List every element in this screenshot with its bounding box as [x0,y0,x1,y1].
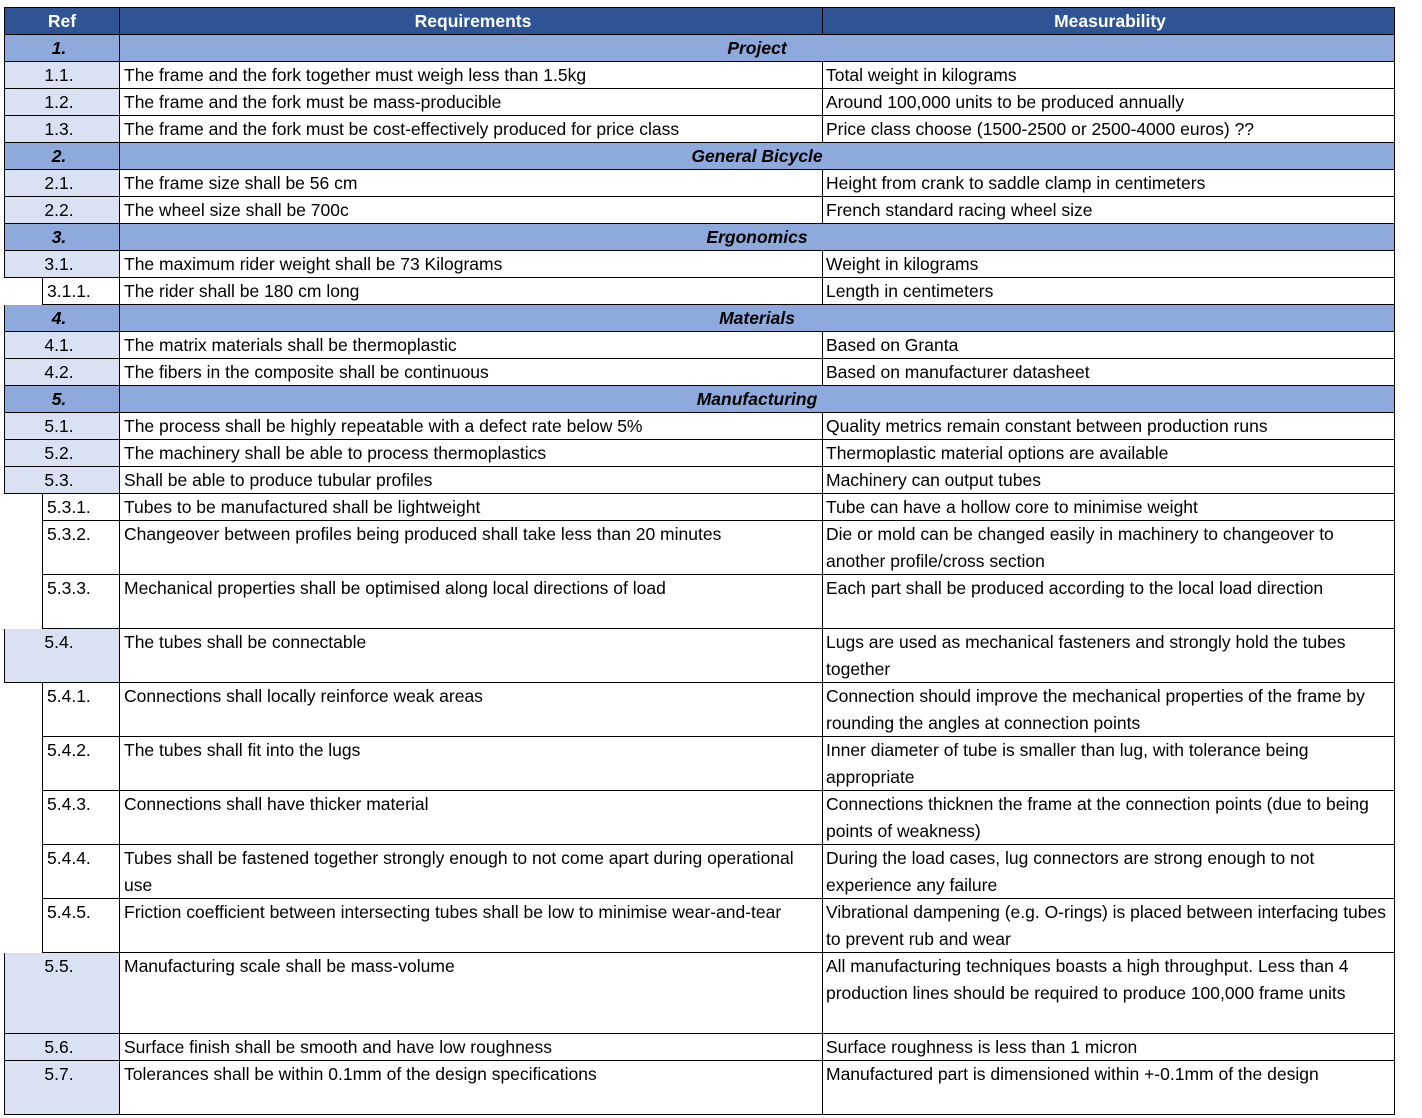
requirement-cell[interactable]: The wheel size shall be 700c [119,197,823,224]
ref-cell[interactable]: 5.7. [4,1061,119,1115]
section-row [0,386,1422,413]
requirement-cell[interactable]: The frame size shall be 56 cm [119,170,823,197]
section-ref[interactable]: 1. [4,35,119,62]
ref-cell[interactable]: 1.1. [4,62,119,89]
ref-cell[interactable]: 5.3.1. [42,494,119,521]
measurability-cell[interactable]: Vibrational dampening (e.g. O-rings) is placed between interfacing tubes to prevent rub and wear [823,899,1395,953]
ref-cell[interactable]: 2.2. [4,197,119,224]
requirement-cell[interactable]: The frame and the fork together must weigh less than 1.5kg [119,62,823,89]
header-ref[interactable]: Ref [4,7,119,35]
ref-cell[interactable]: 5.4.5. [42,899,119,953]
requirement-cell[interactable]: The tubes shall be connectable [119,629,823,683]
section-ref[interactable]: 4. [4,305,119,332]
table-row [0,1034,1422,1061]
requirement-cell[interactable]: The tubes shall fit into the lugs [119,737,823,791]
ref-cell[interactable]: 5.3.3. [42,575,119,629]
requirement-cell[interactable]: The matrix materials shall be thermoplastic [119,332,823,359]
section-row [0,305,1422,332]
table-row [0,251,1422,278]
requirement-cell[interactable]: Friction coefficient between intersecting tubes shall be low to minimise wear-and-tear [119,899,823,953]
section-title[interactable]: General Bicycle [119,143,1395,170]
section-title[interactable]: Manufacturing [119,386,1395,413]
table-row [0,737,1422,791]
requirement-cell[interactable]: Connections shall have thicker material [119,791,823,845]
table-row [0,1061,1422,1115]
requirement-cell[interactable]: The frame and the fork must be cost-effectively produced for price class [119,116,823,143]
requirement-cell[interactable]: The rider shall be 180 cm long [119,278,823,305]
measurability-cell[interactable]: Manufactured part is dimensioned within +-0.1mm of the design [823,1061,1395,1115]
ref-cell[interactable]: 1.2. [4,89,119,116]
measurability-cell[interactable]: Tube can have a hollow core to minimise weight [823,494,1395,521]
header-requirements[interactable]: Requirements [119,7,823,35]
ref-cell[interactable]: 5.2. [4,440,119,467]
table-row [0,791,1422,845]
section-ref[interactable]: 3. [4,224,119,251]
ref-cell[interactable]: 4.2. [4,359,119,386]
ref-cell[interactable]: 2.1. [4,170,119,197]
section-title[interactable]: Materials [119,305,1395,332]
table-row [0,332,1422,359]
requirement-cell[interactable]: Changeover between profiles being produced shall take less than 20 minutes [119,521,823,575]
requirement-cell[interactable]: Tubes to be manufactured shall be lightweight [119,494,823,521]
requirement-cell[interactable]: Mechanical properties shall be optimised along local directions of load [119,575,823,629]
section-row [0,224,1422,251]
measurability-cell[interactable]: Machinery can output tubes [823,467,1395,494]
table-row [0,413,1422,440]
measurability-cell[interactable]: Height from crank to saddle clamp in centimeters [823,170,1395,197]
requirement-cell[interactable]: Shall be able to produce tubular profiles [119,467,823,494]
ref-cell[interactable]: 5.3. [4,467,119,494]
ref-cell[interactable]: 5.3.2. [42,521,119,575]
table-row [0,278,1422,305]
table-row [0,494,1422,521]
requirement-cell[interactable]: The frame and the fork must be mass-producible [119,89,823,116]
ref-cell[interactable]: 5.4.1. [42,683,119,737]
ref-cell[interactable]: 5.4.4. [42,845,119,899]
table-row [0,62,1422,89]
ref-cell[interactable]: 5.6. [4,1034,119,1061]
requirement-cell[interactable]: Tubes shall be fastened together strongly enough to not come apart during operational use [119,845,823,899]
measurability-cell[interactable]: Thermoplastic material options are available [823,440,1395,467]
requirement-cell[interactable]: The machinery shall be able to process thermoplastics [119,440,823,467]
measurability-cell[interactable]: Based on manufacturer datasheet [823,359,1395,386]
table-row [0,683,1422,737]
table-row [0,575,1422,629]
ref-cell[interactable]: 5.4.3. [42,791,119,845]
measurability-cell[interactable]: Around 100,000 units to be produced annually [823,89,1395,116]
measurability-cell[interactable]: French standard racing wheel size [823,197,1395,224]
measurability-cell[interactable]: During the load cases, lug connectors are strong enough to not experience any failure [823,845,1395,899]
ref-cell[interactable]: 5.4.2. [42,737,119,791]
requirement-cell[interactable]: The fibers in the composite shall be continuous [119,359,823,386]
ref-cell[interactable]: 3.1. [4,251,119,278]
table-row [0,197,1422,224]
ref-cell[interactable]: 4.1. [4,332,119,359]
section-row [0,143,1422,170]
measurability-cell[interactable]: Length in centimeters [823,278,1395,305]
measurability-cell[interactable]: Total weight in kilograms [823,62,1395,89]
requirement-cell[interactable]: Tolerances shall be within 0.1mm of the design specifications [119,1061,823,1115]
measurability-cell[interactable]: All manufacturing techniques boasts a high throughput. Less than 4 production lines should be required to produce 100,000 frame units [823,953,1395,1034]
measurability-cell[interactable]: Inner diameter of tube is smaller than lug, with tolerance being appropriate [823,737,1395,791]
requirement-cell[interactable]: Connections shall locally reinforce weak areas [119,683,823,737]
header-row [0,7,1422,35]
table-row [0,629,1422,683]
measurability-cell[interactable]: Connection should improve the mechanical properties of the frame by rounding the angles at connection points [823,683,1395,737]
table-row [0,89,1422,116]
ref-cell[interactable]: 1.3. [4,116,119,143]
measurability-cell[interactable]: Each part shall be produced according to the local load direction [823,575,1395,629]
section-title[interactable]: Project [119,35,1395,62]
requirement-cell[interactable]: The maximum rider weight shall be 73 Kilograms [119,251,823,278]
ref-cell[interactable]: 5.4. [4,629,119,683]
requirement-cell[interactable]: The process shall be highly repeatable with a defect rate below 5% [119,413,823,440]
measurability-cell[interactable]: Die or mold can be changed easily in machinery to changeover to another profile/cross section [823,521,1395,575]
measurability-cell[interactable]: Quality metrics remain constant between production runs [823,413,1395,440]
measurability-cell[interactable]: Surface roughness is less than 1 micron [823,1034,1395,1061]
measurability-cell[interactable]: Connections thicknen the frame at the connection points (due to being points of weakness) [823,791,1395,845]
requirement-cell[interactable]: Manufacturing scale shall be mass-volume [119,953,823,1034]
table-row [0,953,1422,1034]
section-title[interactable]: Ergonomics [119,224,1395,251]
section-row [0,35,1422,62]
ref-cell[interactable]: 5.1. [4,413,119,440]
requirement-cell[interactable]: Surface finish shall be smooth and have low roughness [119,1034,823,1061]
section-ref[interactable]: 2. [4,143,119,170]
table-row [0,170,1422,197]
ref-cell[interactable]: 5.5. [4,953,119,1034]
table-row [0,359,1422,386]
header-measurability[interactable]: Measurability [823,7,1395,35]
measurability-cell[interactable]: Lugs are used as mechanical fasteners and strongly hold the tubes together [823,629,1395,683]
section-ref[interactable]: 5. [4,386,119,413]
table-row [0,467,1422,494]
table-row [0,116,1422,143]
measurability-cell[interactable]: Price class choose (1500-2500 or 2500-4000 euros) ?? [823,116,1395,143]
measurability-cell[interactable]: Weight in kilograms [823,251,1395,278]
ref-cell[interactable]: 3.1.1. [42,278,119,305]
table-row [0,899,1422,953]
measurability-cell[interactable]: Based on Granta [823,332,1395,359]
table-row [0,521,1422,575]
table-row [0,440,1422,467]
table-row [0,845,1422,899]
